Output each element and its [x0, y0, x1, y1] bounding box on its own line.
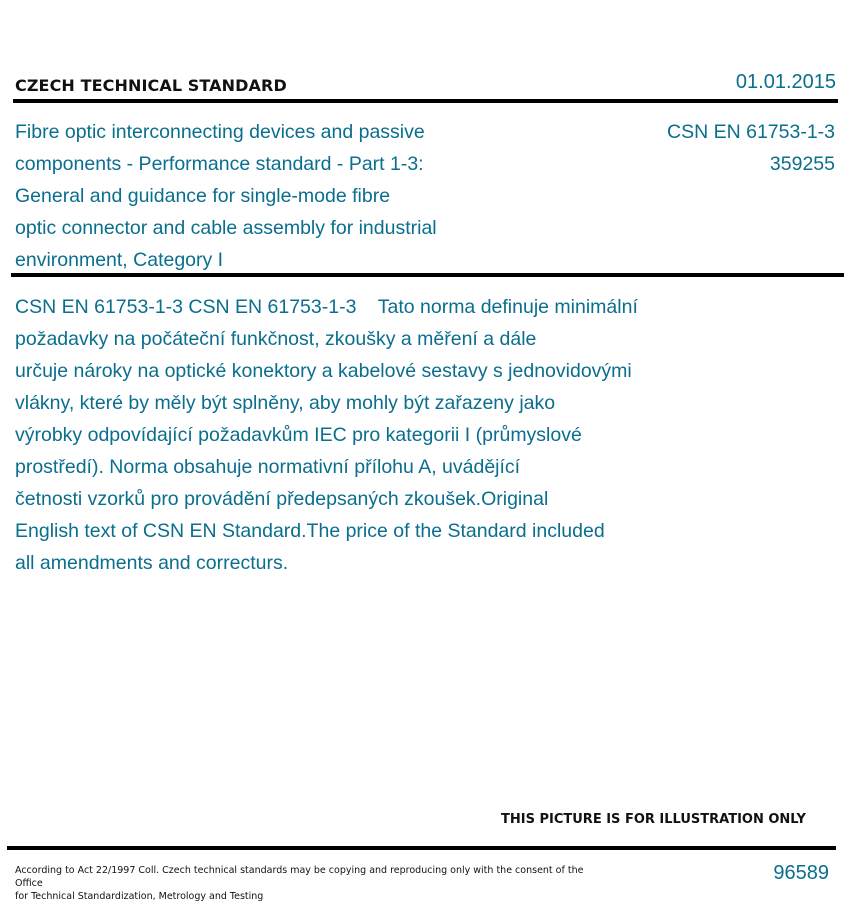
- middle-divider: [11, 273, 844, 277]
- description-line: určuje nároky na optické konektory a kabelové sestavy s jednovidovými: [15, 360, 632, 382]
- standard-code: CSN EN 61753-1-3: [667, 121, 835, 143]
- description-line: četnosti vzorků pro provádění předepsaných zkoušek.Original: [15, 488, 549, 510]
- description-line: CSN EN 61753-1-3 CSN EN 61753-1-3 Tato norma definuje minimální: [15, 296, 638, 318]
- title-line: General and guidance for single-mode fibre: [15, 185, 391, 207]
- document-type-label: CZECH TECHNICAL STANDARD: [15, 76, 287, 95]
- standard-identifiers: [667, 116, 835, 180]
- standard-description: [15, 291, 715, 579]
- description-line: prostředí). Norma obsahuje normativní přílohu A, uvádějící: [15, 456, 521, 478]
- title-line: Fibre optic interconnecting devices and passive: [15, 121, 425, 143]
- title-line: optic connector and cable assembly for industrial: [15, 217, 437, 239]
- description-line: vlákny, které by měly být splněny, aby mohly být zařazeny jako: [15, 392, 556, 414]
- description-line: výrobky odpovídající požadavkům IEC pro kategorii I (průmyslové: [15, 424, 582, 446]
- copyright-notice: [15, 864, 595, 903]
- document-number: 96589: [773, 862, 829, 884]
- bottom-divider: [7, 846, 836, 850]
- catalog-number: 359255: [769, 153, 835, 175]
- standard-title: [15, 116, 485, 276]
- description-line: požadavky na počáteční funkčnost, zkoušky a měření a dále: [15, 328, 537, 350]
- title-line: environment, Category I: [15, 249, 224, 271]
- description-line: all amendments and correcturs.: [15, 552, 289, 574]
- copyright-line: for Technical Standardization, Metrology and Testing: [15, 891, 264, 902]
- title-line: components - Performance standard - Part 1-3:: [15, 153, 424, 175]
- top-divider: [13, 99, 838, 103]
- description-line: English text of CSN EN Standard.The price of the Standard included: [15, 520, 605, 542]
- copyright-line: According to Act 22/1997 Coll. Czech technical standards may be copying and reproducing only with the consent of the Office: [15, 865, 584, 889]
- publication-date: 01.01.2015: [735, 71, 836, 93]
- illustration-disclaimer: THIS PICTURE IS FOR ILLUSTRATION ONLY: [501, 812, 806, 827]
